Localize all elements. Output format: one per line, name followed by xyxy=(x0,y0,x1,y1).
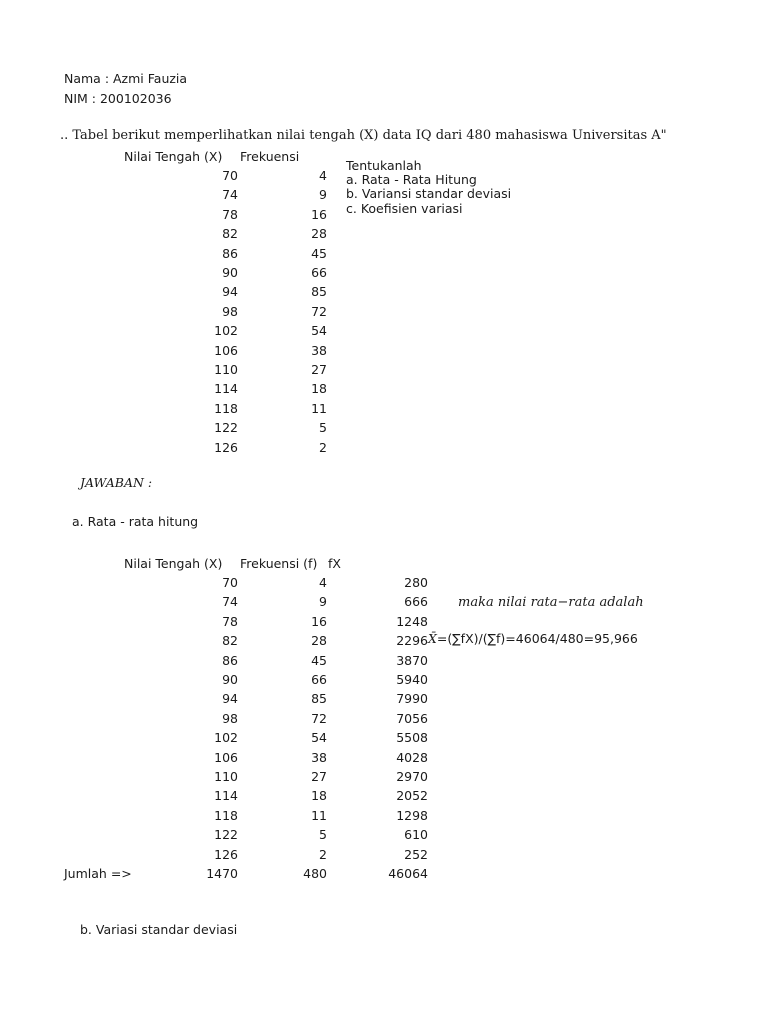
answer-cell-fx: 610 xyxy=(404,827,428,843)
question-cell-f: 11 xyxy=(311,400,327,416)
answer-cell-f: 38 xyxy=(311,749,327,765)
question-cell-x: 94 xyxy=(222,284,238,300)
question-cell-x: 126 xyxy=(214,439,238,455)
tasks-title: Tentukanlah xyxy=(346,158,422,173)
total-label: Jumlah => xyxy=(64,866,132,881)
student-name: Nama : Azmi Fauzia xyxy=(64,71,188,86)
answer-cell-x: 78 xyxy=(222,613,238,629)
answer-cell-x: 70 xyxy=(222,575,238,590)
question-cell-x: 78 xyxy=(222,206,238,222)
answer-cell-fx: 7990 xyxy=(396,691,428,707)
question-cell-f: 85 xyxy=(311,284,327,300)
answer-cell-x: 94 xyxy=(222,691,238,707)
answer-cell-x: 98 xyxy=(222,710,238,726)
question-cell-f: 4 xyxy=(319,168,327,183)
answer-cell-x: 126 xyxy=(214,846,238,862)
question-cell-f: 2 xyxy=(319,439,327,455)
answer-cell-f: 5 xyxy=(319,827,327,843)
answer-cell-f: 4 xyxy=(319,575,327,590)
answer-cell-f: 28 xyxy=(311,633,327,649)
answer-cell-x: 118 xyxy=(214,807,238,823)
answer-cell-fx: 1248 xyxy=(396,613,428,629)
question-cell-f: 9 xyxy=(319,187,327,203)
question-text: .. Tabel berikut memperlihatkan nilai tengah (X) data IQ dari 480 mahasiswa Universitas A" xyxy=(60,128,667,143)
question-cell-x: 74 xyxy=(222,187,238,203)
question-cell-x: 98 xyxy=(222,303,238,319)
answer-cell-f: 16 xyxy=(311,613,327,629)
question-cell-f: 16 xyxy=(311,206,327,222)
answer-col-fx-header: fX xyxy=(328,556,341,571)
question-cell-x: 122 xyxy=(214,420,238,436)
answer-cell-f: 2 xyxy=(319,846,327,862)
total-x: 1470 xyxy=(206,866,238,881)
question-col-f-header: Frekuensi xyxy=(240,149,300,164)
answer-cell-x: 74 xyxy=(222,594,238,610)
question-cell-x: 118 xyxy=(214,400,238,416)
answer-cell-fx: 7056 xyxy=(396,710,428,726)
question-cell-f: 28 xyxy=(311,226,327,242)
total-f: 480 xyxy=(303,866,327,881)
answer-cell-fx: 280 xyxy=(404,575,428,590)
answer-cell-f: 9 xyxy=(319,594,327,610)
question-cell-x: 102 xyxy=(214,323,238,339)
answer-cell-x: 86 xyxy=(222,652,238,668)
answer-cell-x: 122 xyxy=(214,827,238,843)
answer-cell-fx: 252 xyxy=(404,846,428,862)
answer-cell-x: 82 xyxy=(222,633,238,649)
answer-cell-f: 27 xyxy=(311,769,327,784)
answer-cell-f: 54 xyxy=(311,730,327,746)
answer-cell-x: 114 xyxy=(214,788,238,804)
answer-col-f-header: Frekuensi (f) xyxy=(240,556,318,571)
task-item: c. Koefisien variasi xyxy=(346,201,463,216)
question-cell-x: 82 xyxy=(222,226,238,242)
question-cell-x: 70 xyxy=(222,168,238,183)
question-cell-f: 72 xyxy=(311,303,327,319)
question-col-x-header: Nilai Tengah (X) xyxy=(124,149,223,164)
answer-cell-fx: 666 xyxy=(404,594,428,610)
section-b-title: b. Variasi standar deviasi xyxy=(80,922,238,937)
question-cell-x: 86 xyxy=(222,245,238,261)
answer-cell-f: 66 xyxy=(311,672,327,687)
answer-cell-x: 90 xyxy=(222,672,238,687)
answer-cell-f: 72 xyxy=(311,710,327,726)
answer-cell-f: 45 xyxy=(311,652,327,668)
question-cell-x: 90 xyxy=(222,265,238,280)
mean-symbol: X̄ xyxy=(428,631,437,646)
answer-cell-f: 18 xyxy=(311,788,327,804)
answer-cell-fx: 5508 xyxy=(396,730,428,746)
answer-cell-f: 11 xyxy=(311,807,327,823)
answer-cell-fx: 3870 xyxy=(396,652,428,668)
question-cell-f: 18 xyxy=(311,381,327,397)
answer-cell-fx: 5940 xyxy=(396,672,428,687)
question-cell-f: 27 xyxy=(311,362,327,377)
result-note: maka nilai rata−rata adalah xyxy=(458,595,644,610)
total-fx: 46064 xyxy=(388,866,428,881)
question-cell-f: 5 xyxy=(319,420,327,436)
question-cell-f: 45 xyxy=(311,245,327,261)
question-cell-f: 38 xyxy=(311,342,327,358)
answer-cell-x: 110 xyxy=(214,769,238,784)
question-cell-x: 114 xyxy=(214,381,238,397)
answer-cell-fx: 4028 xyxy=(396,749,428,765)
answer-cell-fx: 1298 xyxy=(396,807,428,823)
question-cell-x: 110 xyxy=(214,362,238,377)
answer-cell-fx: 2052 xyxy=(396,788,428,804)
answer-cell-f: 85 xyxy=(311,691,327,707)
task-item: b. Variansi standar deviasi xyxy=(346,186,512,201)
question-cell-x: 106 xyxy=(214,342,238,358)
answer-label: JAWABAN : xyxy=(80,475,153,490)
mean-formula-text: =(∑fX)/(∑f)=46064/480=95,966 xyxy=(436,631,638,646)
student-nim: NIM : 200102036 xyxy=(64,91,172,106)
answer-cell-fx: 2970 xyxy=(396,769,428,784)
answer-cell-x: 106 xyxy=(214,749,238,765)
question-cell-f: 66 xyxy=(311,265,327,280)
answer-cell-x: 102 xyxy=(214,730,238,746)
question-cell-f: 54 xyxy=(311,323,327,339)
answer-cell-fx: 2296 xyxy=(396,633,428,649)
answer-col-x-header: Nilai Tengah (X) xyxy=(124,556,223,571)
section-a-title: a. Rata - rata hitung xyxy=(72,514,199,529)
task-item: a. Rata - Rata Hitung xyxy=(346,172,477,187)
mean-formula xyxy=(428,631,638,646)
